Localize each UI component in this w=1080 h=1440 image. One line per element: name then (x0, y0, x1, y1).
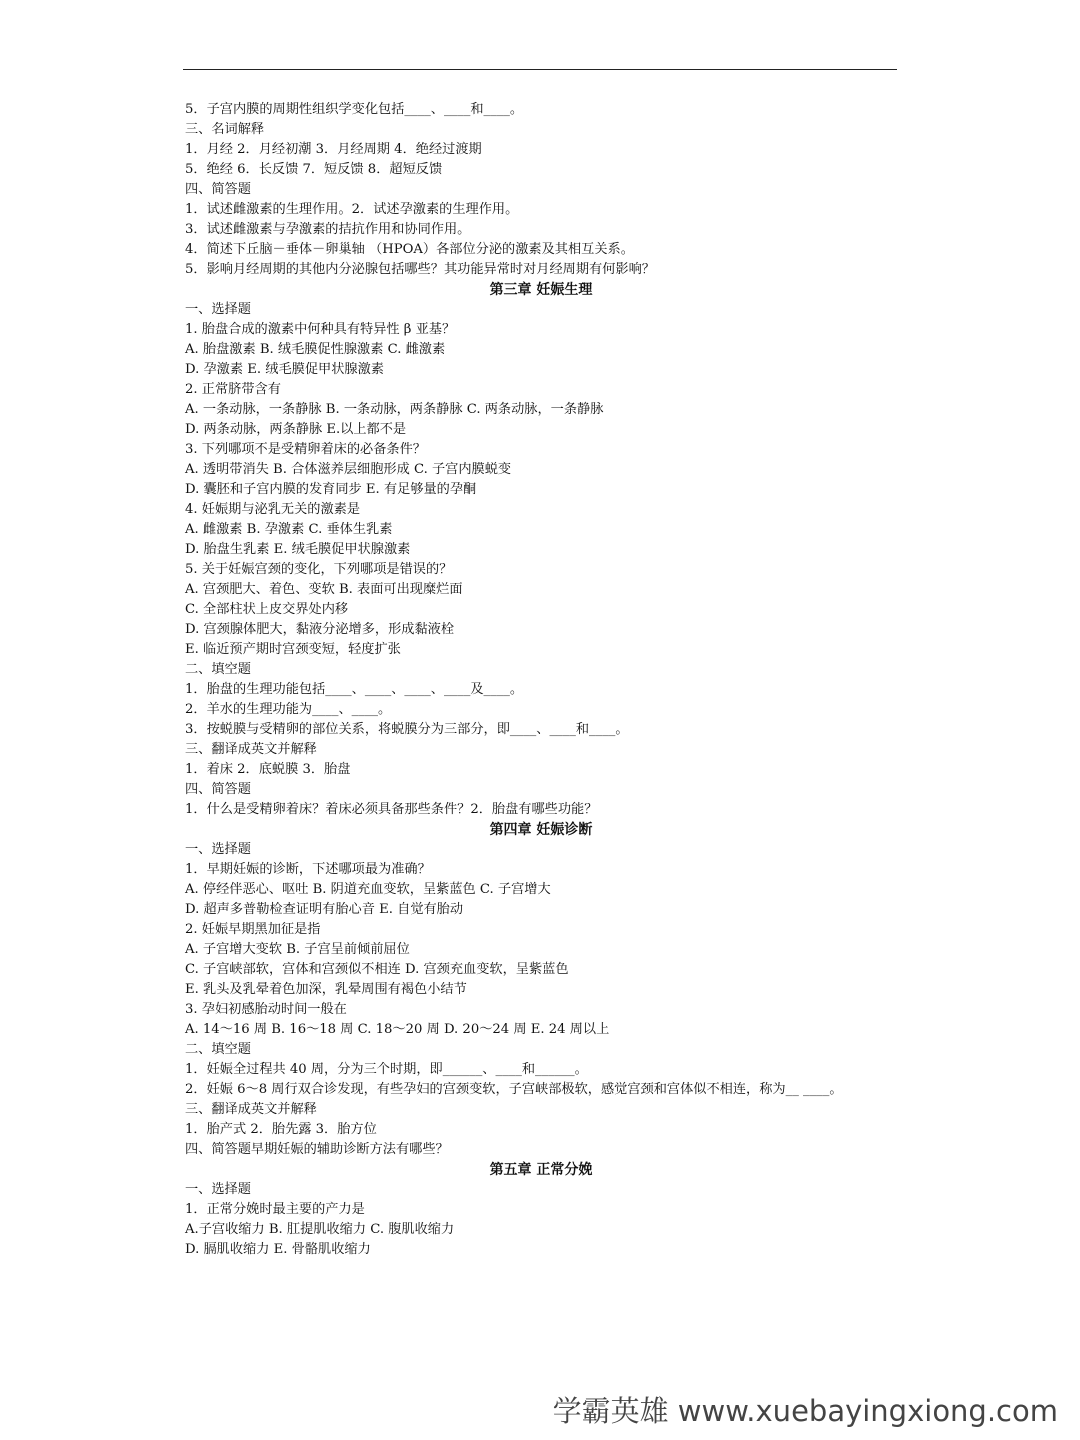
text-line: 四、简答题 (185, 182, 251, 197)
text-line: E. 乳头及乳晕着色加深，乳晕周围有褐色小结节 (185, 982, 467, 997)
chapter-heading: 第五章 正常分娩 (489, 1162, 593, 1178)
text-line: 三、翻译成英文并解释 (185, 742, 317, 757)
chapter-heading: 第三章 妊娠生理 (489, 282, 593, 298)
text-line: 5．影响月经周期的其他内分泌腺包括哪些？其功能异常时对月经周期有何影响？ (185, 262, 655, 277)
text-line: 3. 下列哪项不是受精卵着床的必备条件？ (185, 442, 426, 457)
text-line: 一、选择题 (185, 1182, 251, 1197)
text-line: C. 全部柱状上皮交界处内移 (185, 602, 349, 617)
text-line: 1．早期妊娠的诊断，下述哪项最为准确？ (185, 862, 431, 877)
text-line: 2. 正常脐带含有 (185, 382, 281, 397)
watermark: 学霸英雄 www.xuebayingxiong.com (552, 1394, 1058, 1428)
text-line: 四、简答题 (185, 782, 251, 797)
text-line: D. 超声多普勒检查证明有胎心音 E. 自觉有胎动 (185, 902, 464, 917)
document-body (185, 100, 897, 1260)
text-line: 1．胎盘的生理功能包括____、____、____、____及____。 (185, 682, 524, 697)
text-line: 4．简述下丘脑－垂体－卵巢轴 （HPOA）各部位分泌的激素及其相互关系。 (185, 242, 634, 257)
chapter-heading: 第四章 妊娠诊断 (489, 822, 593, 838)
text-line: 1．胎产式 2．胎先露 3．胎方位 (185, 1122, 377, 1137)
text-line: 2．羊水的生理功能为____、____。 (185, 702, 392, 717)
text-line: 5．绝经 6．长反馈 7．短反馈 8．超短反馈 (185, 162, 443, 177)
text-line: 1．试述雌激素的生理作用。2．试述孕激素的生理作用。 (185, 202, 519, 217)
text-line: C. 子宫峡部软，宫体和宫颈似不相连 D. 宫颈充血变软，呈紫蓝色 (185, 962, 569, 977)
text-line: A.子宫收缩力 B. 肛提肌收缩力 C. 腹肌收缩力 (185, 1222, 455, 1237)
text-line: 5. 关于妊娠宫颈的变化，下列哪项是错误的？ (185, 562, 453, 577)
text-line: A. 停经伴恶心、呕吐 B. 阴道充血变软，呈紫蓝色 C. 子宫增大 (185, 882, 551, 897)
text-line: 三、名词解释 (185, 122, 265, 137)
text-line: 二、填空题 (185, 662, 251, 677)
text-line: A. 胎盘激素 B. 绒毛膜促性腺激素 C. 雌激素 (185, 342, 446, 357)
text-line: 1. 胎盘合成的激素中何种具有特异性 β 亚基？ (185, 322, 456, 337)
text-line: A. 雌激素 B. 孕激素 C. 垂体生乳素 (185, 522, 393, 537)
text-line: E. 临近预产期时宫颈变短，轻度扩张 (185, 642, 401, 657)
text-line: A. 一条动脉，一条静脉 B. 一条动脉，两条静脉 C. 两条动脉，一条静脉 (185, 402, 604, 417)
text-line: 5．子宫内膜的周期性组织学变化包括____、____和____。 (185, 102, 524, 117)
header-rule (183, 69, 897, 70)
text-line: 3．按蜕膜与受精卵的部位关系，将蜕膜分为三部分，即____、____和____。 (185, 722, 629, 737)
text-line: 1．什么是受精卵着床？着床必须具备那些条件？2．胎盘有哪些功能？ (185, 802, 598, 817)
text-line: 3．试述雌激素与孕激素的拮抗作用和协同作用。 (185, 222, 471, 237)
text-line: 3. 孕妇初感胎动时间一般在 (185, 1002, 347, 1017)
text-line: 三、翻译成英文并解释 (185, 1102, 317, 1117)
text-line: 1．妊娠全过程共 40 周，分为三个时期，即______、____和______。 (185, 1062, 588, 1077)
text-line: D. 胎盘生乳素 E. 绒毛膜促甲状腺激素 (185, 542, 411, 557)
text-line: 一、选择题 (185, 302, 251, 317)
text-line: D. 两条动脉，两条静脉 E.以上都不是 (185, 422, 407, 437)
text-line: D. 宫颈腺体肥大，黏液分泌增多，形成黏液栓 (185, 622, 455, 637)
text-line: 2．妊娠 6～8 周行双合诊发现，有些孕妇的宫颈变软，子宫峡部极软，感觉宫颈和宫体似不相连，称为__ ____。 (185, 1082, 843, 1097)
text-line: D. 囊胚和子宫内膜的发育同步 E. 有足够量的孕酮 (185, 482, 477, 497)
text-line: D. 膈肌收缩力 E. 骨骼肌收缩力 (185, 1242, 371, 1257)
text-line: 一、选择题 (185, 842, 251, 857)
text-line: D. 孕激素 E. 绒毛膜促甲状腺激素 (185, 362, 384, 377)
text-line: A. 透明带消失 B. 合体滋养层细胞形成 C. 子宫内膜蜕变 (185, 462, 512, 477)
text-line: A. 14～16 周 B. 16～18 周 C. 18～20 周 D. 20～24 周 E. 24 周以上 (185, 1022, 610, 1037)
text-line: 1．着床 2．底蜕膜 3．胎盘 (185, 762, 351, 777)
text-line: 4. 妊娠期与泌乳无关的激素是 (185, 502, 361, 517)
text-line: 二、填空题 (185, 1042, 251, 1057)
text-line: 2. 妊娠早期黑加征是指 (185, 922, 321, 937)
text-line: A. 子宫增大变软 B. 子宫呈前倾前屈位 (185, 942, 410, 957)
text-line: 1．月经 2．月经初潮 3．月经周期 4．绝经过渡期 (185, 142, 482, 157)
text-line: 1．正常分娩时最主要的产力是 (185, 1202, 365, 1217)
text-line: 四、简答题早期妊娠的辅助诊断方法有哪些？ (185, 1142, 449, 1157)
text-line: A. 宫颈肥大、着色、变软 B. 表面可出现糜烂面 (185, 582, 463, 597)
